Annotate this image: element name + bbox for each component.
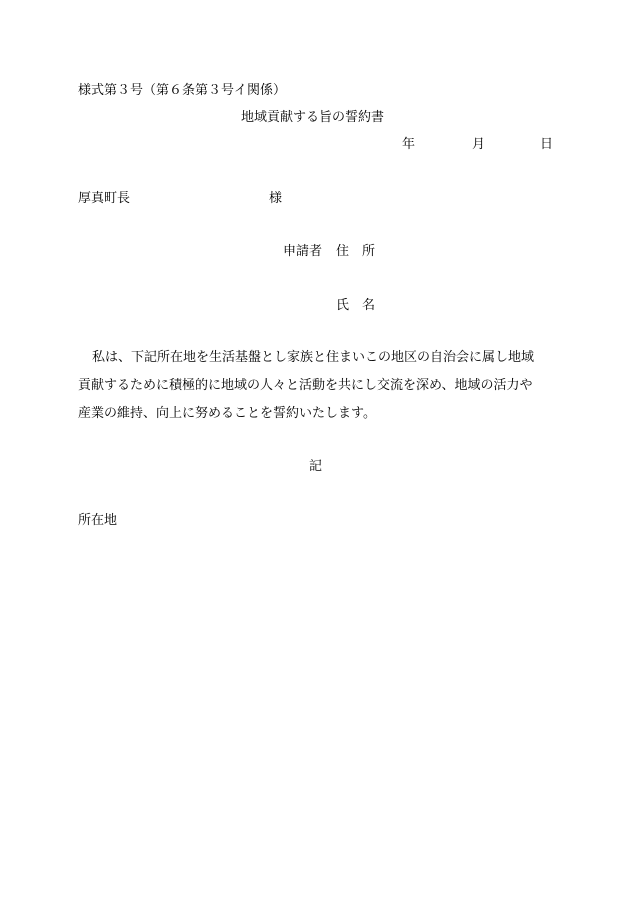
document-title: 地域貢献する旨の誓約書 [241, 110, 385, 125]
pledge-text-line: 私は、下記所在地を生活基盤とし家族と住まいこの地区の自治会に属し地域 [92, 350, 535, 365]
location-label: 所在地 [78, 513, 118, 528]
note-heading: 記 [309, 459, 323, 474]
addressee-honorific: 様 [269, 191, 283, 206]
name-label: 氏 名 [336, 298, 376, 313]
form-number: 様式第３号（第６条第３号イ関係） [78, 83, 287, 98]
date-day-label: 日 [540, 137, 554, 152]
addressee-name: 厚真町長 [78, 191, 131, 206]
pledge-text-line: 貢献するために積極的に地域の人々と活動を共にし交流を深め、地域の活力や [78, 378, 533, 393]
date-month-label: 月 [472, 137, 486, 152]
address-label: 住 所 [336, 244, 376, 259]
applicant-label: 申請者 [283, 244, 323, 259]
date-year-label: 年 [402, 137, 416, 152]
pledge-text-line: 産業の維持、向上に努めることを誓約いたします。 [78, 406, 376, 421]
